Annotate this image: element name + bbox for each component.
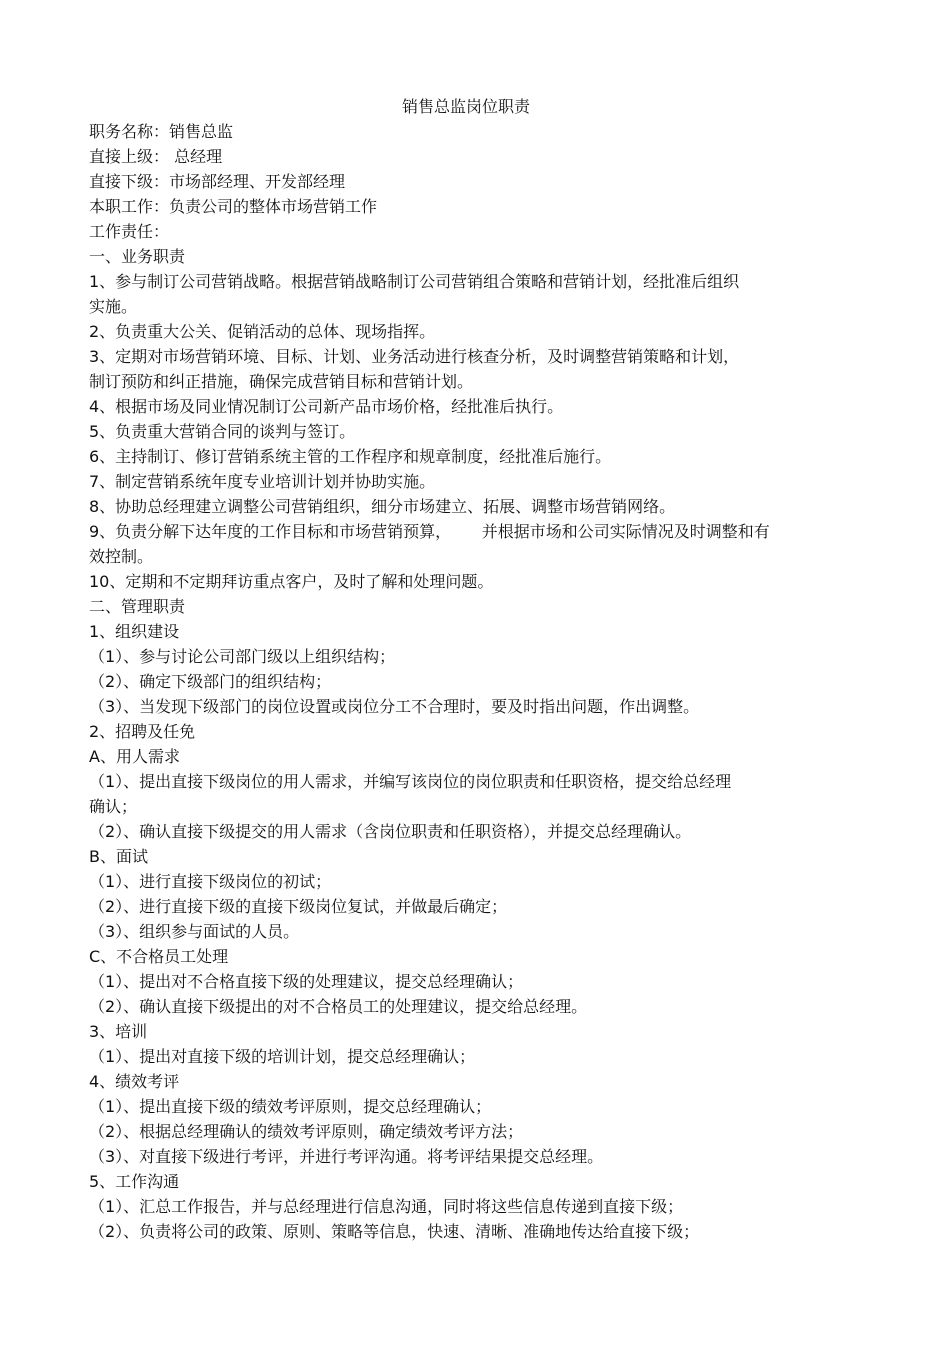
- text-line: （1）、参与讨论公司部门级以上组织结构；: [89, 647, 396, 666]
- text-line: （2）、确定下级部门的组织结构；: [89, 672, 332, 691]
- text-line: 二、管理职责: [89, 597, 186, 616]
- text-line: 工作责任：: [89, 222, 170, 241]
- text-line: （1）、提出直接下级的绩效考评原则，提交总经理确认；: [89, 1097, 492, 1116]
- text-line: 制订预防和纠正措施，确保完成营销目标和营销计划。: [89, 372, 474, 391]
- text-line: 直接下级：市场部经理、开发部经理: [89, 172, 346, 191]
- document-page: [89, 94, 859, 1244]
- text-line: （1）、进行直接下级岗位的初试；: [89, 872, 332, 891]
- text-line: （3）、组织参与面试的人员。: [89, 922, 300, 941]
- text-line: （2）、根据总经理确认的绩效考评原则，确定绩效考评方法；: [89, 1122, 524, 1141]
- text-line: （1）、提出直接下级岗位的用人需求，并编写该岗位的岗位职责和任职资格，提交给总经理: [89, 772, 732, 791]
- text-line: 2、负责重大公关、促销活动的总体、现场指挥。: [89, 322, 436, 341]
- text-line: （1）、提出对不合格直接下级的处理建议，提交总经理确认；: [89, 972, 524, 991]
- text-line: 实施。: [89, 297, 138, 316]
- text-line: 效控制。: [89, 547, 154, 566]
- text-line: 9、负责分解下达年度的工作目标和市场营销预算， 并根据市场和公司实际情况及时调整和有: [89, 522, 770, 541]
- text-line: 6、主持制订、修订营销系统主管的工作程序和规章制度，经批准后施行。: [89, 447, 612, 466]
- document-body: [89, 119, 859, 1244]
- text-line: （3）、当发现下级部门的岗位设置或岗位分工不合理时，要及时指出问题，作出调整。: [89, 697, 700, 716]
- text-line: 一、业务职责: [89, 247, 186, 266]
- text-line: 1、组织建设: [89, 622, 180, 641]
- text-line: 2、招聘及任免: [89, 722, 196, 741]
- text-line: 确认；: [89, 797, 138, 816]
- text-line: 本职工作：负责公司的整体市场营销工作: [89, 197, 378, 216]
- text-line: （2）、确认直接下级提交的用人需求（含岗位职责和任职资格），并提交总经理确认。: [89, 822, 692, 841]
- text-line: 4、绩效考评: [89, 1072, 180, 1091]
- text-line: 5、工作沟通: [89, 1172, 180, 1191]
- text-line: 1、参与制订公司营销战略。根据营销战略制订公司营销组合策略和营销计划，经批准后组织: [89, 272, 740, 291]
- text-line: （2）、进行直接下级的直接下级岗位复试，并做最后确定；: [89, 897, 508, 916]
- text-line: B、面试: [89, 847, 148, 866]
- text-line: 3、培训: [89, 1022, 148, 1041]
- text-line: 8、协助总经理建立调整公司营销组织，细分市场建立、拓展、调整市场营销网络。: [89, 497, 676, 516]
- text-line: （2）、确认直接下级提出的对不合格员工的处理建议，提交给总经理。: [89, 997, 588, 1016]
- text-line: 10、定期和不定期拜访重点客户，及时了解和处理问题。: [89, 572, 494, 591]
- text-line: 直接上级： 总经理: [89, 147, 223, 166]
- text-line: C、不合格员工处理: [89, 947, 229, 966]
- text-line: 职务名称：销售总监: [89, 122, 234, 141]
- text-line: （3）、对直接下级进行考评，并进行考评沟通。将考评结果提交总经理。: [89, 1147, 604, 1166]
- text-line: 3、定期对市场营销环境、目标、计划、业务活动进行核查分析，及时调整营销策略和计划，: [89, 347, 740, 366]
- text-line: 7、制定营销系统年度专业培训计划并协助实施。: [89, 472, 436, 491]
- text-line: 5、负责重大营销合同的谈判与签订。: [89, 422, 356, 441]
- text-line: （1）、提出对直接下级的培训计划，提交总经理确认；: [89, 1047, 476, 1066]
- text-line: （2）、负责将公司的政策、原则、策略等信息，快速、清晰、准确地传达给直接下级；: [89, 1222, 700, 1241]
- document-title: 销售总监岗位职责: [401, 97, 530, 116]
- text-line: （1）、汇总工作报告，并与总经理进行信息沟通，同时将这些信息传递到直接下级；: [89, 1197, 684, 1216]
- text-line: 4、根据市场及同业情况制订公司新产品市场价格，经批准后执行。: [89, 397, 564, 416]
- text-line: A、用人需求: [89, 747, 180, 766]
